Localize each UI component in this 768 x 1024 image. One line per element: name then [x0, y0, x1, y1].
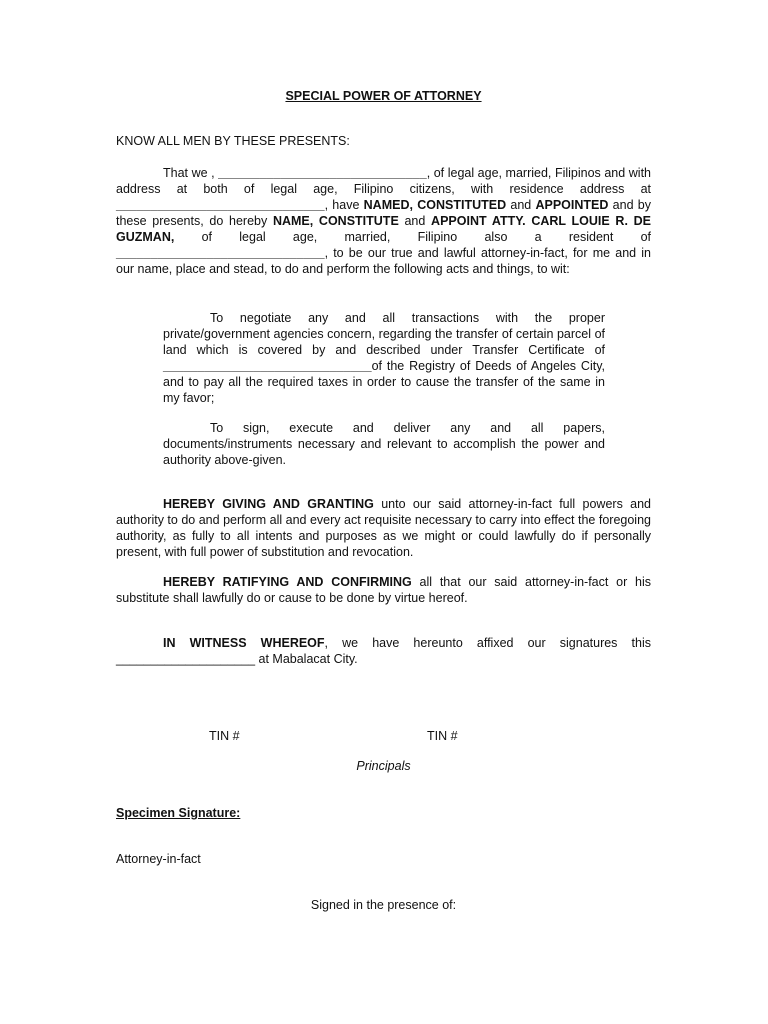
- granting-paragraph: [116, 496, 651, 560]
- p1-text-4: and: [506, 198, 536, 212]
- p1-bold-3: NAME, CONSTITUTE: [272, 214, 399, 228]
- opening-line: KNOW ALL MEN BY THESE PRESENTS:: [116, 134, 350, 148]
- attorney-name: APPOINT ATTY. CARL LOUIE R. DE GUZMAN,: [116, 214, 652, 244]
- granting-text: unto our said attorney-in-fact full powers and authority to do and perform all and every act requisite necessary to carry into effect the foregoing authority, as fully to all intents and purposes as we might or could lawfully do if personally present, with full power of substitution and revocation.: [116, 497, 651, 559]
- principal-name-blank: ______________________________: [218, 166, 427, 180]
- authority-item-negotiate: [163, 310, 605, 406]
- p1-text-5: and by these presents, do hereby: [116, 198, 651, 228]
- ratifying-paragraph: [116, 574, 651, 606]
- item1-text-2: of the Registry of Deeds of Angeles City, and to pay all the required taxes in order to cause the transfer of the same in my favor;: [163, 359, 605, 405]
- principals-label: Principals: [356, 759, 411, 773]
- document-title: SPECIAL POWER OF ATTORNEY: [285, 89, 482, 103]
- witness-presence-label: Signed in the presence of:: [310, 898, 457, 912]
- p1-text-1: That we ,: [163, 166, 219, 180]
- ratifying-text: all that our said attorney-in-fact or his substitute shall lawfully do or cause to be done by virtue hereof.: [116, 575, 651, 605]
- ratifying-bold: HEREBY RATIFYING AND CONFIRMING: [163, 575, 412, 589]
- tin-label-left: TIN #: [209, 729, 240, 743]
- p1-bold-1: NAMED, CONSTITUTED: [363, 198, 507, 212]
- date-blank: ____________________: [116, 652, 256, 666]
- p1-text-8: , to be our true and lawful attorney-in-fact, for me and in our name, place and stead, to do and perform the following acts and things, to wit:: [116, 246, 651, 276]
- p1-text-2: , of legal age, married, Filipinos and with address at both of legal age, Filipino citizens, with residence address at: [116, 166, 651, 196]
- p1-text-6: and: [398, 214, 432, 228]
- authority-item-sign: To sign, execute and deliver any and all papers, documents/instruments necessary and relevant to accomplish the power and authority above-given.: [163, 421, 605, 467]
- item1-text-1: To negotiate any and all transactions with the proper private/government agencies concern, regarding the transfer of certain parcel of land which is covered by and described under Transfer Certificate of: [163, 311, 605, 357]
- p1-bold-2: APPOINTED: [535, 198, 609, 212]
- granting-bold: HEREBY GIVING AND GRANTING: [163, 497, 374, 511]
- witness-paragraph: [116, 635, 651, 667]
- appointment-paragraph: [116, 165, 651, 277]
- specimen-signature-heading: Specimen Signature:: [116, 806, 241, 820]
- witness-bold: IN WITNESS WHEREOF: [163, 636, 325, 650]
- tin-label-right: TIN #: [427, 729, 458, 743]
- address-blank: ______________________________: [116, 198, 325, 212]
- tct-blank: ______________________________: [163, 359, 372, 373]
- residence-blank: ______________________________: [116, 246, 325, 260]
- witness-text: , we have hereunto affixed our signatures this: [324, 636, 651, 650]
- witness-tail: at Mabalacat City.: [255, 652, 358, 666]
- p1-text-3: , have: [324, 198, 364, 212]
- p1-text-7: of legal age, married, Filipino also a resident of: [174, 230, 651, 244]
- attorney-in-fact-label: Attorney-in-fact: [116, 852, 201, 866]
